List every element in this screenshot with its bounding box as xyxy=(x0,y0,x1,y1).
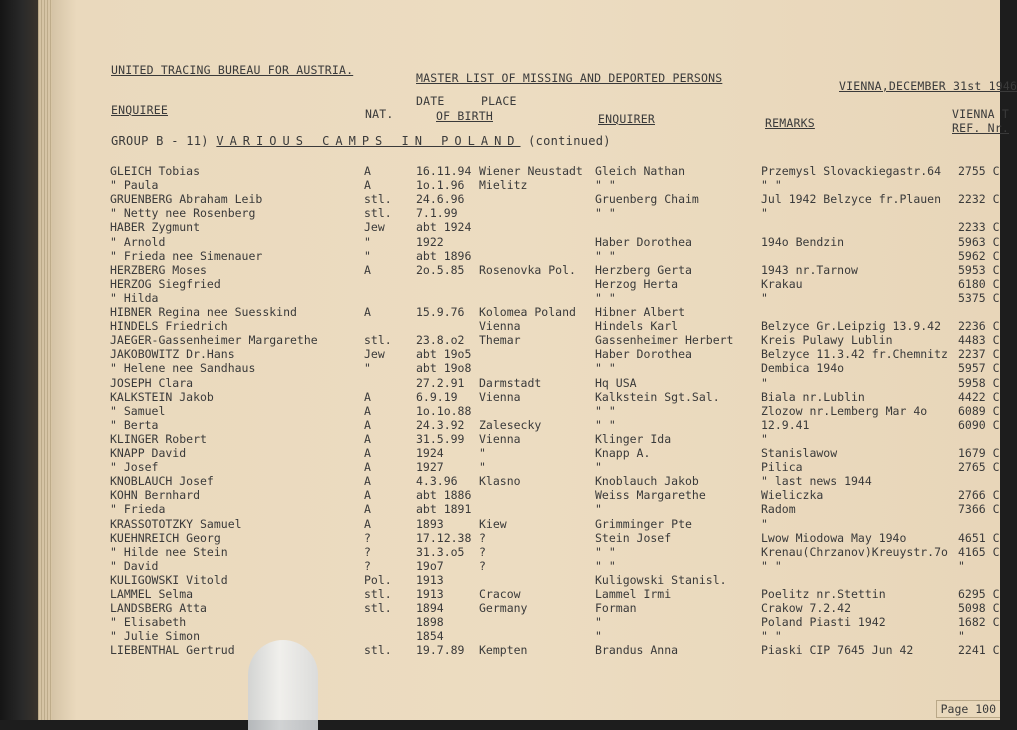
entry-name: " Frieda nee Simenauer xyxy=(110,248,263,263)
entry-name: " Frieda xyxy=(110,502,166,517)
entry-date: abt 1886 xyxy=(416,488,472,503)
entry-ref: " xyxy=(958,558,965,573)
entry-name: JOSEPH Clara xyxy=(110,375,194,390)
entry-date: 16.11.94 xyxy=(416,164,472,178)
list-item xyxy=(38,235,1000,249)
entry-enquirer: Kuligowski Stanisl. xyxy=(595,572,727,587)
entry-enquirer: Kalkstein Sgt.Sal. xyxy=(595,389,720,404)
entry-nat: Jew xyxy=(364,347,385,362)
entry-ref: 1679 C xyxy=(958,446,1000,460)
entry-remarks: Pilica xyxy=(761,460,803,475)
entry-name: KRASSOTOTZKY Samuel xyxy=(110,516,242,531)
list-item xyxy=(38,587,1000,601)
entry-remarks: Lwow Miodowa May 194o xyxy=(761,530,907,545)
group-label: GROUP B - 11) xyxy=(111,134,209,148)
list-item xyxy=(38,559,1000,573)
list-item xyxy=(38,573,1000,587)
entry-nat: stl. xyxy=(364,601,392,616)
entry-ref: 6295 C xyxy=(958,587,1000,601)
entry-enquirer: Hq USA xyxy=(595,375,637,390)
entry-enquirer: " xyxy=(595,460,602,475)
entry-ref: 7366 C xyxy=(958,502,1000,517)
entry-name: HERZBERG Moses xyxy=(110,262,207,277)
entry-nat: A xyxy=(364,178,371,193)
entry-nat: stl. xyxy=(364,587,392,601)
entry-nat: A xyxy=(364,305,371,319)
entry-remarks: " xyxy=(761,431,768,446)
entry-nat: Jew xyxy=(364,220,385,235)
entry-enquirer: " " xyxy=(595,178,616,193)
entry-name: KUEHNREICH Georg xyxy=(110,530,221,545)
entry-name: KNAPP David xyxy=(110,446,187,460)
entry-name: HERZOG Siegfried xyxy=(110,276,221,291)
entry-date: 31.3.o5 xyxy=(416,544,465,559)
entry-place: Rosenovka Pol. xyxy=(479,262,576,277)
group-note: (continued) xyxy=(528,134,611,148)
entry-nat: A xyxy=(364,417,371,432)
col-enquiree-header: ENQUIREE xyxy=(111,103,168,117)
list-item xyxy=(38,601,1000,615)
entry-name: " Josef xyxy=(110,460,159,475)
entry-enquirer: Herzog Herta xyxy=(595,276,679,291)
entry-name: " Netty nee Rosenberg xyxy=(110,206,256,221)
entry-ref: 2765 C xyxy=(958,460,1000,475)
entry-enquirer: Knoblauch Jakob xyxy=(595,474,699,489)
entry-name: LIEBENTHAL Gertrud xyxy=(110,643,235,658)
entry-enquirer: " " xyxy=(595,206,616,221)
entry-enquirer: Haber Dorothea xyxy=(595,234,692,249)
entry-remarks: Zlozow nr.Lemberg Mar 4o xyxy=(761,403,928,418)
entry-nat: ? xyxy=(364,558,371,573)
entry-name: HINDELS Friedrich xyxy=(110,319,228,334)
entry-enquirer: Weiss Margarethe xyxy=(595,488,706,503)
entry-name: HABER Zygmunt xyxy=(110,220,201,235)
list-item xyxy=(38,517,1000,531)
entry-remarks: " xyxy=(761,375,768,390)
entry-enquirer: Gruenberg Chaim xyxy=(595,192,699,207)
entry-place: Themar xyxy=(479,333,521,348)
entry-enquirer: " " xyxy=(595,417,616,432)
entry-enquirer: Hindels Karl xyxy=(595,319,679,334)
list-item xyxy=(38,164,1000,178)
list-item xyxy=(38,460,1000,474)
list-item xyxy=(38,404,1000,418)
list-item xyxy=(38,432,1000,446)
entry-date: abt 1896 xyxy=(416,248,472,263)
list-title: MASTER LIST OF MISSING AND DEPORTED PERSONS xyxy=(416,71,723,85)
place-date: VIENNA,DECEMBER 31st 1946 xyxy=(839,79,1017,93)
book-binding xyxy=(0,0,38,720)
col-ref-header: REF. Nr. xyxy=(952,121,1009,135)
entry-ref: 5098 C xyxy=(958,601,1000,616)
entry-date: 1924 xyxy=(416,446,444,460)
entry-enquirer: " " xyxy=(595,544,616,559)
entry-ref: 1682 C xyxy=(958,615,1000,630)
entry-date: 1913 xyxy=(416,572,444,587)
entry-name: " Helene nee Sandhaus xyxy=(110,361,256,376)
entry-name: KULIGOWSKI Vitold xyxy=(110,572,228,587)
entry-place: Cracow xyxy=(479,587,521,601)
entry-nat: stl. xyxy=(364,206,392,221)
list-item xyxy=(38,615,1000,629)
entry-enquirer: " " xyxy=(595,403,616,418)
list-item xyxy=(38,531,1000,545)
entry-nat: ? xyxy=(364,530,371,545)
entry-nat: A xyxy=(364,516,371,531)
col-nat-header: NAT. xyxy=(365,107,394,121)
entry-remarks: Biala nr.Lublin xyxy=(761,389,865,404)
list-item xyxy=(38,474,1000,488)
entry-date: 24.3.92 xyxy=(416,417,465,432)
thumb-holding-page xyxy=(248,640,318,730)
entry-ref: 4422 C xyxy=(958,389,1000,404)
entry-nat: A xyxy=(364,446,371,460)
entry-place: Germany xyxy=(479,601,528,616)
entry-remarks: " xyxy=(761,516,768,531)
entry-name: GLEICH Tobias xyxy=(110,164,201,178)
list-item xyxy=(38,220,1000,234)
entry-nat: A xyxy=(364,389,371,404)
entry-enquirer: " xyxy=(595,615,602,630)
entry-remarks: Stanislawow xyxy=(761,446,838,460)
list-item xyxy=(38,488,1000,502)
entry-nat: A xyxy=(364,474,371,489)
entry-remarks: 12.9.41 xyxy=(761,417,810,432)
entry-remarks: Piaski CIP 7645 Jun 42 xyxy=(761,643,914,658)
list-item xyxy=(38,206,1000,220)
entry-remarks: " xyxy=(761,206,768,221)
entry-date: 17.12.38 xyxy=(416,530,472,545)
entry-name: KALKSTEIN Jakob xyxy=(110,389,214,404)
entry-date: 1893 xyxy=(416,516,444,531)
entry-ref: 2233 C xyxy=(958,220,1000,235)
entry-place: Vienna xyxy=(479,389,521,404)
entry-place: Zalesecky xyxy=(479,417,542,432)
entry-remarks: " " xyxy=(761,629,782,644)
entry-place: ? xyxy=(479,530,486,545)
entry-ref: 5963 C xyxy=(958,234,1000,249)
entry-enquirer: " " xyxy=(595,248,616,263)
entry-remarks: Radom xyxy=(761,502,796,517)
entry-nat: A xyxy=(364,403,371,418)
list-item xyxy=(38,390,1000,404)
entry-ref: 2766 C xyxy=(958,488,1000,503)
entry-date: 15.9.76 xyxy=(416,305,465,319)
entry-enquirer: Lammel Irmi xyxy=(595,587,672,601)
col-vienna-header: VIENNA T xyxy=(952,107,1009,121)
list-item xyxy=(38,319,1000,333)
entry-name: " Paula xyxy=(110,178,159,193)
entry-enquirer: Gleich Nathan xyxy=(595,164,686,178)
group-title: VARIOUS CAMPS IN POLAND xyxy=(216,134,521,148)
entry-ref: 2237 C xyxy=(958,347,1000,362)
entry-name: " Julie Simon xyxy=(110,629,201,644)
entry-name: JAEGER-Gassenheimer Margarethe xyxy=(110,333,318,348)
list-item xyxy=(38,418,1000,432)
entry-enquirer: Herzberg Gerta xyxy=(595,262,692,277)
entry-enquirer: " xyxy=(595,629,602,644)
entry-name: " Arnold xyxy=(110,234,166,249)
entry-ref: 5958 C xyxy=(958,375,1000,390)
entry-ref: 4651 C xyxy=(958,530,1000,545)
entry-name: HIBNER Regina nee Suesskind xyxy=(110,305,297,319)
list-item xyxy=(38,333,1000,347)
entry-remarks: " last news 1944 xyxy=(761,474,872,489)
list-item xyxy=(38,178,1000,192)
entry-ref: 5962 C xyxy=(958,248,1000,263)
entry-remarks: Poland Piasti 1942 xyxy=(761,615,886,630)
entry-date: abt 19o8 xyxy=(416,361,472,376)
entry-nat: stl. xyxy=(364,192,392,207)
entry-remarks: Poelitz nr.Stettin xyxy=(761,587,886,601)
document-page xyxy=(38,0,1017,720)
entry-remarks: Dembica 194o xyxy=(761,361,845,376)
entry-date: 27.2.91 xyxy=(416,375,465,390)
entry-place: " xyxy=(479,446,486,460)
entry-enquirer: Gassenheimer Herbert xyxy=(595,333,734,348)
entry-name: " Berta xyxy=(110,417,159,432)
entry-nat: A xyxy=(364,262,371,277)
entry-name: " Hilde nee Stein xyxy=(110,544,228,559)
list-item xyxy=(38,502,1000,516)
entry-nat: " xyxy=(364,248,371,263)
entry-remarks: Kreis Pulawy Lublin xyxy=(761,333,893,348)
entry-place: Vienna xyxy=(479,431,521,446)
entry-date: 7.1.99 xyxy=(416,206,458,221)
list-item xyxy=(38,249,1000,263)
entry-date: 1o.1.96 xyxy=(416,178,465,193)
entry-ref: 6180 C xyxy=(958,276,1000,291)
list-item xyxy=(38,643,1000,657)
entry-remarks: Krakau xyxy=(761,276,803,291)
col-date-header: DATE xyxy=(416,94,445,108)
list-item xyxy=(38,545,1000,559)
entry-ref: 5957 C xyxy=(958,361,1000,376)
entry-remarks: Crakow 7.2.42 xyxy=(761,601,852,616)
entry-ref: 5375 C xyxy=(958,290,1000,305)
entry-date: 19.7.89 xyxy=(416,643,465,658)
list-item xyxy=(38,192,1000,206)
entry-date: 23.8.o2 xyxy=(416,333,465,348)
entry-ref: 5953 C xyxy=(958,262,1000,277)
entry-ref: 2232 C xyxy=(958,192,1000,207)
entry-nat: A xyxy=(364,502,371,517)
entry-date: 1913 xyxy=(416,587,444,601)
entry-ref: 2755 C xyxy=(958,164,1000,178)
entry-name: LAMMEL Selma xyxy=(110,587,194,601)
entry-date: abt 1891 xyxy=(416,502,472,517)
entry-nat: " xyxy=(364,361,371,376)
entry-date: 1o.1o.88 xyxy=(416,403,472,418)
entry-enquirer: Stein Josef xyxy=(595,530,672,545)
entry-nat: " xyxy=(364,234,371,249)
entry-remarks: Belzyce Gr.Leipzig 13.9.42 xyxy=(761,319,942,334)
entry-place: ? xyxy=(479,558,486,573)
list-item xyxy=(38,446,1000,460)
entry-date: 24.6.96 xyxy=(416,192,465,207)
entry-name: LANDSBERG Atta xyxy=(110,601,207,616)
entry-nat: A xyxy=(364,431,371,446)
entry-enquirer: Forman xyxy=(595,601,637,616)
entry-remarks: " xyxy=(761,290,768,305)
entry-name: " Hilda xyxy=(110,290,159,305)
entry-enquirer: Klinger Ida xyxy=(595,431,672,446)
bureau-title: UNITED TRACING BUREAU FOR AUSTRIA. xyxy=(111,63,354,77)
entry-place: Kolomea Poland xyxy=(479,305,576,319)
entry-nat: stl. xyxy=(364,333,392,348)
list-item xyxy=(38,629,1000,643)
entry-enquirer: Knapp A. xyxy=(595,446,651,460)
entry-remarks: Krenau(Chrzanov)Kreuystr.7o xyxy=(761,544,948,559)
entry-ref: 2236 C xyxy=(958,319,1000,334)
entry-date: 31.5.99 xyxy=(416,431,465,446)
entry-nat: ? xyxy=(364,544,371,559)
group-heading xyxy=(111,134,611,148)
entry-date: abt 19o5 xyxy=(416,347,472,362)
entry-nat: stl. xyxy=(364,643,392,658)
entry-ref: 2241 C xyxy=(958,643,1000,658)
entry-date: 1898 xyxy=(416,615,444,630)
entry-remarks: Wieliczka xyxy=(761,488,824,503)
entry-place: Darmstadt xyxy=(479,375,542,390)
list-item xyxy=(38,263,1000,277)
entry-date: 4.3.96 xyxy=(416,474,458,489)
entry-date: 6.9.19 xyxy=(416,389,458,404)
entry-enquirer: " xyxy=(595,502,602,517)
entry-name: " Samuel xyxy=(110,403,166,418)
entry-date: abt 1924 xyxy=(416,220,472,235)
entry-enquirer: Brandus Anna xyxy=(595,643,679,658)
entry-name: " Elisabeth xyxy=(110,615,187,630)
entry-place: " xyxy=(479,460,486,475)
entry-ref: 4483 C xyxy=(958,333,1000,348)
entry-nat: A xyxy=(364,164,371,178)
col-remarks-header: REMARKS xyxy=(765,116,815,130)
entry-name: " David xyxy=(110,558,159,573)
entry-remarks: " " xyxy=(761,178,782,193)
entry-ref: 6090 C xyxy=(958,417,1000,432)
page-number: Page 100 xyxy=(936,700,1000,718)
entry-name: KNOBLAUCH Josef xyxy=(110,474,214,489)
list-item xyxy=(38,305,1000,319)
entry-enquirer: " " xyxy=(595,558,616,573)
entry-remarks: Jul 1942 Belzyce fr.Plauen xyxy=(761,192,942,207)
entry-nat: A xyxy=(364,460,371,475)
entry-date: 2o.5.85 xyxy=(416,262,465,277)
entry-date: 1854 xyxy=(416,629,444,644)
entry-ref: 4165 C xyxy=(958,544,1000,559)
entry-date: 19o7 xyxy=(416,558,444,573)
list-item xyxy=(38,376,1000,390)
entry-enquirer: " " xyxy=(595,290,616,305)
entry-remarks: 1943 nr.Tarnow xyxy=(761,262,858,277)
entry-nat: A xyxy=(364,488,371,503)
entry-enquirer: Haber Dorothea xyxy=(595,347,692,362)
entry-name: KLINGER Robert xyxy=(110,431,207,446)
entry-place: Vienna xyxy=(479,319,521,334)
col-of-birth-header: OF BIRTH xyxy=(436,109,493,123)
entry-remarks: 194o Bendzin xyxy=(761,234,845,249)
entry-place: Kempten xyxy=(479,643,528,658)
entry-name: JAKOBOWITZ Dr.Hans xyxy=(110,347,235,362)
entry-name: GRUENBERG Abraham Leib xyxy=(110,192,263,207)
list-item xyxy=(38,277,1000,291)
entry-remarks: " " xyxy=(761,558,782,573)
entry-name: KOHN Bernhard xyxy=(110,488,201,503)
entry-place: Kiew xyxy=(479,516,507,531)
entry-ref: " xyxy=(958,629,965,644)
entry-enquirer: Grimminger Pte xyxy=(595,516,692,531)
entry-date: 1922 xyxy=(416,234,444,249)
col-enquirer-header: ENQUIRER xyxy=(598,112,655,126)
entry-place: Klasno xyxy=(479,474,521,489)
list-item xyxy=(38,291,1000,305)
entry-place: Mielitz xyxy=(479,178,528,193)
entry-place: Wiener Neustadt xyxy=(479,164,583,178)
list-item xyxy=(38,361,1000,375)
entry-remarks: Przemysl Slovackiegastr.64 xyxy=(761,164,942,178)
list-item xyxy=(38,347,1000,361)
entry-date: 1927 xyxy=(416,460,444,475)
entry-enquirer: Hibner Albert xyxy=(595,305,686,319)
entry-nat: Pol. xyxy=(364,572,392,587)
entry-place: ? xyxy=(479,544,486,559)
col-place-header: PLACE xyxy=(481,94,517,108)
entry-ref: 6089 C xyxy=(958,403,1000,418)
entry-remarks: Belzyce 11.3.42 fr.Chemnitz xyxy=(761,347,948,362)
entry-enquirer: " " xyxy=(595,361,616,376)
entry-date: 1894 xyxy=(416,601,444,616)
